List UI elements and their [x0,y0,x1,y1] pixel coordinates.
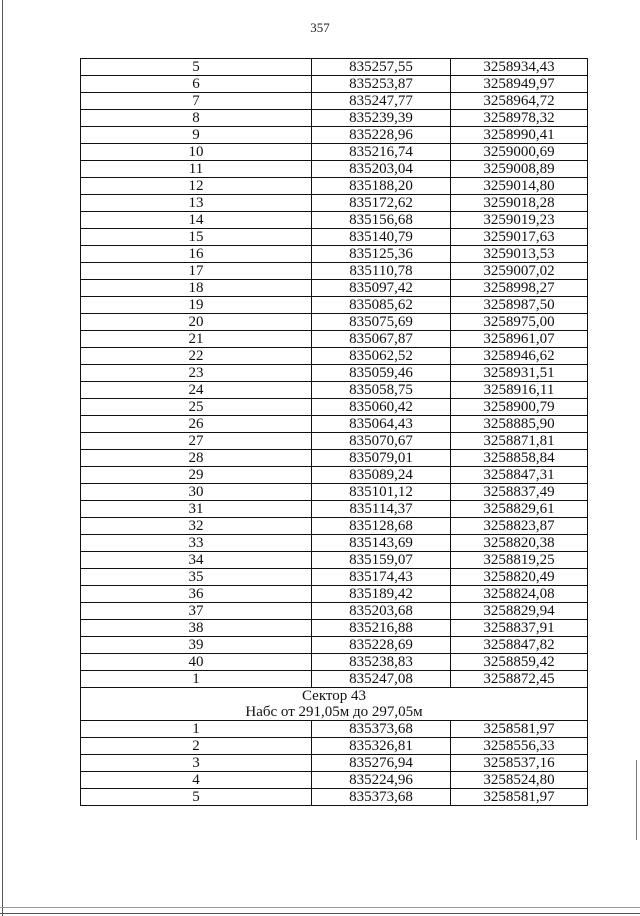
point-number-cell: 34 [81,552,312,569]
point-number-cell: 12 [81,178,312,195]
table-row [81,280,588,297]
x-coordinate-cell: 835085,62 [312,297,451,314]
y-coordinate-cell: 3258961,07 [451,331,588,348]
table-row [81,433,588,450]
point-number-cell: 39 [81,637,312,654]
table-row [81,569,588,586]
table-row [81,467,588,484]
y-coordinate-cell: 3258847,31 [451,467,588,484]
y-coordinate-cell: 3258847,82 [451,637,588,654]
x-coordinate-cell: 835257,55 [312,59,451,76]
x-coordinate-cell: 835326,81 [312,738,451,755]
x-coordinate-cell: 835143,69 [312,535,451,552]
point-number-cell: 38 [81,620,312,637]
table-row [81,654,588,671]
point-number-cell: 24 [81,382,312,399]
y-coordinate-cell: 3258824,08 [451,586,588,603]
point-number-cell: 23 [81,365,312,382]
table-row [81,721,588,738]
x-coordinate-cell: 835097,42 [312,280,451,297]
table-row [81,789,588,806]
y-coordinate-cell: 3258859,42 [451,654,588,671]
x-coordinate-cell: 835075,69 [312,314,451,331]
x-coordinate-cell: 835239,39 [312,110,451,127]
table-row [81,518,588,535]
y-coordinate-cell: 3258949,97 [451,76,588,93]
point-number-cell: 21 [81,331,312,348]
point-number-cell: 9 [81,127,312,144]
point-number-cell: 15 [81,229,312,246]
sector-subtitle: Набс от 291,05м до 297,05м [245,704,423,720]
scan-border-bottom [0,913,640,914]
x-coordinate-cell: 835189,42 [312,586,451,603]
y-coordinate-cell: 3258524,80 [451,772,588,789]
point-number-cell: 5 [81,59,312,76]
x-coordinate-cell: 835373,68 [312,721,451,738]
table-row [81,76,588,93]
x-coordinate-cell: 835067,87 [312,331,451,348]
point-number-cell: 37 [81,603,312,620]
table-row [81,586,588,603]
table-row [81,738,588,755]
y-coordinate-cell: 3258581,97 [451,721,588,738]
x-coordinate-cell: 835174,43 [312,569,451,586]
table-row [81,637,588,654]
point-number-cell: 31 [81,501,312,518]
y-coordinate-cell: 3258975,00 [451,314,588,331]
point-number-cell: 25 [81,399,312,416]
x-coordinate-cell: 835110,78 [312,263,451,280]
x-coordinate-cell: 835070,67 [312,433,451,450]
point-number-cell: 35 [81,569,312,586]
y-coordinate-cell: 3259014,80 [451,178,588,195]
sector-header-row [81,688,588,721]
point-number-cell: 18 [81,280,312,297]
y-coordinate-cell: 3258885,90 [451,416,588,433]
point-number-cell: 40 [81,654,312,671]
point-number-cell: 29 [81,467,312,484]
x-coordinate-cell: 835253,87 [312,76,451,93]
point-number-cell: 2 [81,738,312,755]
table-row [81,110,588,127]
point-number-cell: 30 [81,484,312,501]
scan-border-left [2,0,3,916]
y-coordinate-cell: 3258872,45 [451,671,588,688]
table-row [81,331,588,348]
y-coordinate-cell: 3259018,28 [451,195,588,212]
y-coordinate-cell: 3258858,84 [451,450,588,467]
table-row [81,212,588,229]
y-coordinate-cell: 3259000,69 [451,144,588,161]
x-coordinate-cell: 835089,24 [312,467,451,484]
y-coordinate-cell: 3258537,16 [451,755,588,772]
sector-header-cell [81,688,588,721]
table-row [81,348,588,365]
table-row [81,127,588,144]
point-number-cell: 8 [81,110,312,127]
point-number-cell: 19 [81,297,312,314]
point-number-cell: 26 [81,416,312,433]
x-coordinate-cell: 835079,01 [312,450,451,467]
table-row [81,484,588,501]
table-row [81,263,588,280]
point-number-cell: 20 [81,314,312,331]
table-row [81,59,588,76]
y-coordinate-cell: 3258820,38 [451,535,588,552]
x-coordinate-cell: 835216,88 [312,620,451,637]
table-row [81,603,588,620]
y-coordinate-cell: 3258829,61 [451,501,588,518]
point-number-cell: 11 [81,161,312,178]
point-number-cell: 4 [81,772,312,789]
x-coordinate-cell: 835247,77 [312,93,451,110]
y-coordinate-cell: 3259019,23 [451,212,588,229]
table-row [81,416,588,433]
coordinates-table-body [81,59,588,806]
y-coordinate-cell: 3258837,49 [451,484,588,501]
x-coordinate-cell: 835058,75 [312,382,451,399]
point-number-cell: 32 [81,518,312,535]
y-coordinate-cell: 3258900,79 [451,399,588,416]
y-coordinate-cell: 3258990,41 [451,127,588,144]
table-row [81,552,588,569]
x-coordinate-cell: 835128,68 [312,518,451,535]
point-number-cell: 6 [81,76,312,93]
x-coordinate-cell: 835101,12 [312,484,451,501]
table-row [81,314,588,331]
y-coordinate-cell: 3259008,89 [451,161,588,178]
x-coordinate-cell: 835228,96 [312,127,451,144]
y-coordinate-cell: 3258871,81 [451,433,588,450]
x-coordinate-cell: 835276,94 [312,755,451,772]
table-row [81,450,588,467]
table-row [81,161,588,178]
table-row [81,195,588,212]
scan-border-right [636,760,637,840]
point-number-cell: 14 [81,212,312,229]
x-coordinate-cell: 835059,46 [312,365,451,382]
y-coordinate-cell: 3258837,91 [451,620,588,637]
y-coordinate-cell: 3258581,97 [451,789,588,806]
point-number-cell: 36 [81,586,312,603]
table-row [81,178,588,195]
x-coordinate-cell: 835188,20 [312,178,451,195]
coordinates-table [80,58,588,806]
y-coordinate-cell: 3258931,51 [451,365,588,382]
x-coordinate-cell: 835228,69 [312,637,451,654]
point-number-cell: 28 [81,450,312,467]
point-number-cell: 22 [81,348,312,365]
y-coordinate-cell: 3258819,25 [451,552,588,569]
point-number-cell: 1 [81,721,312,738]
x-coordinate-cell: 835114,37 [312,501,451,518]
table-row [81,365,588,382]
y-coordinate-cell: 3258820,49 [451,569,588,586]
y-coordinate-cell: 3258934,43 [451,59,588,76]
table-row [81,620,588,637]
page-number: 357 [310,20,330,35]
table-row [81,93,588,110]
y-coordinate-cell: 3259007,02 [451,263,588,280]
y-coordinate-cell: 3258556,33 [451,738,588,755]
y-coordinate-cell: 3258823,87 [451,518,588,535]
point-number-cell: 17 [81,263,312,280]
y-coordinate-cell: 3258964,72 [451,93,588,110]
table-row [81,772,588,789]
point-number-cell: 1 [81,671,312,688]
point-number-cell: 16 [81,246,312,263]
x-coordinate-cell: 835140,79 [312,229,451,246]
table-row [81,671,588,688]
x-coordinate-cell: 835125,36 [312,246,451,263]
table-row [81,535,588,552]
x-coordinate-cell: 835373,68 [312,789,451,806]
y-coordinate-cell: 3258998,27 [451,280,588,297]
x-coordinate-cell: 835238,83 [312,654,451,671]
y-coordinate-cell: 3258978,32 [451,110,588,127]
point-number-cell: 13 [81,195,312,212]
x-coordinate-cell: 835203,04 [312,161,451,178]
x-coordinate-cell: 835203,68 [312,603,451,620]
table-row [81,144,588,161]
x-coordinate-cell: 835224,96 [312,772,451,789]
point-number-cell: 10 [81,144,312,161]
x-coordinate-cell: 835060,42 [312,399,451,416]
x-coordinate-cell: 835216,74 [312,144,451,161]
point-number-cell: 3 [81,755,312,772]
table-row [81,755,588,772]
table-row [81,297,588,314]
y-coordinate-cell: 3258916,11 [451,382,588,399]
x-coordinate-cell: 835247,08 [312,671,451,688]
table-row [81,382,588,399]
table-row [81,229,588,246]
y-coordinate-cell: 3258987,50 [451,297,588,314]
y-coordinate-cell: 3258829,94 [451,603,588,620]
x-coordinate-cell: 835156,68 [312,212,451,229]
point-number-cell: 7 [81,93,312,110]
table-row [81,246,588,263]
x-coordinate-cell: 835064,43 [312,416,451,433]
point-number-cell: 33 [81,535,312,552]
table-row [81,501,588,518]
sector-title: Сектор 43 [301,688,367,704]
y-coordinate-cell: 3259017,63 [451,229,588,246]
y-coordinate-cell: 3258946,62 [451,348,588,365]
x-coordinate-cell: 835159,07 [312,552,451,569]
point-number-cell: 5 [81,789,312,806]
scan-border-bottom-inner [0,907,640,908]
point-number-cell: 27 [81,433,312,450]
x-coordinate-cell: 835172,62 [312,195,451,212]
table-row [81,399,588,416]
y-coordinate-cell: 3259013,53 [451,246,588,263]
x-coordinate-cell: 835062,52 [312,348,451,365]
